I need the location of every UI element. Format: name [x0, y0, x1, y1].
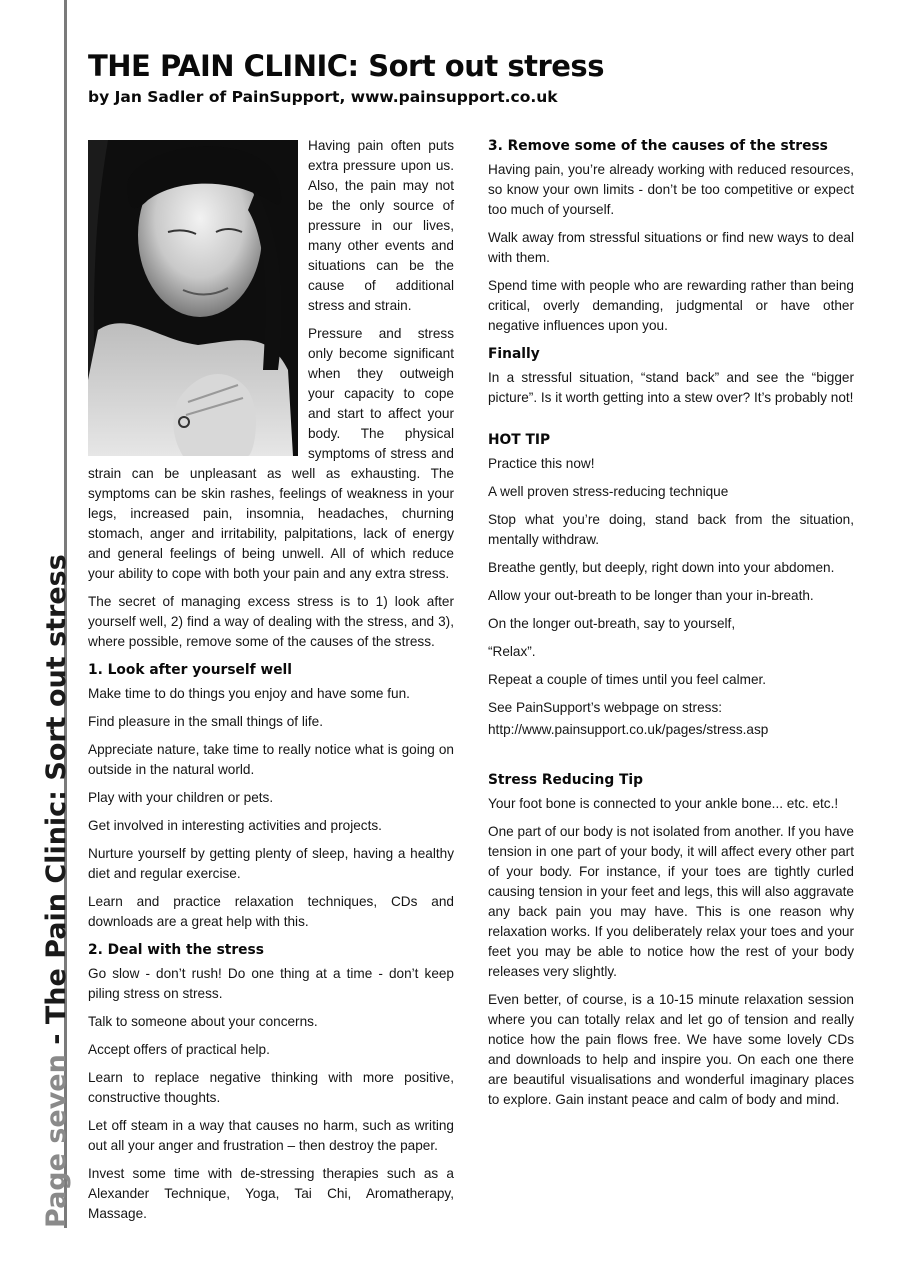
section-heading-look-after: 1. Look after yourself well	[88, 662, 293, 678]
stress-page-link[interactable]: http://www.painsupport.co.uk/pages/stress.asp	[488, 722, 769, 737]
list-item: Spend time with people who are rewarding rather than being critical, overly demanding, judgmental or have other negative influences upon you.	[488, 278, 854, 333]
list-item: Get involved in interesting activities and projects.	[88, 818, 382, 833]
list-item: Stop what you’re doing, stand back from the situation, mentally withdraw.	[488, 512, 854, 547]
list-item: Walk away from stressful situations or find new ways to deal with them.	[488, 230, 854, 265]
section-heading-hot-tip: HOT TIP	[488, 432, 551, 448]
page-number-label: Page seven	[41, 1054, 72, 1228]
list-item: Make time to do things you enjoy and have some fun.	[88, 686, 410, 701]
tip-paragraph: Your foot bone is connected to your ankle bone... etc. etc.!	[488, 796, 839, 811]
section-heading-deal-with-stress: 2. Deal with the stress	[88, 942, 264, 958]
byline: by Jan Sadler of PainSupport, www.painsupport.co.uk	[88, 88, 558, 106]
list-item: Accept offers of practical help.	[88, 1042, 270, 1057]
spacer	[488, 748, 854, 770]
list-item: “Relax”.	[488, 644, 536, 659]
right-column	[488, 136, 854, 1118]
spacer	[488, 416, 854, 430]
list-item: Practice this now!	[488, 456, 595, 471]
list-item: On the longer out-breath, say to yourself,	[488, 616, 736, 631]
list-item: Nurture yourself by getting plenty of sleep, having a healthy diet and regular exercise.	[88, 846, 454, 881]
section-heading-stress-tip: Stress Reducing Tip	[488, 772, 644, 788]
intro-paragraph: The secret of managing excess stress is to 1) look after yourself well, 2) find a way of dealing with the stress, and 3), where possible, remove some of the causes of the stress.	[88, 594, 454, 649]
woman-in-pain-photo	[88, 140, 298, 456]
see-also-text: See PainSupport’s webpage on stress:	[488, 700, 723, 715]
list-item: Having pain, you’re already working with reduced resources, so know your own limits - don’t be too competitive or expect too much of yourself.	[488, 162, 854, 217]
section-label: The Pain Clinic: Sort out stress	[41, 554, 72, 1025]
list-item: Find pleasure in the small things of life.	[88, 714, 323, 729]
intro-paragraph: Pressure and stress only become significant when they outweigh your capacity to cope and start to affect your body. The physical symptoms of stress and strain can be unpleasant as well as exhausting. The symptoms can be skin rashes, feelings of weakness in your legs, increased pain, insomnia, headaches, churning stomach, anger and irritability, palpitations, lack of energy and general feelings of being unwell. All of which reduce your ability to cope with both your pain and any extra stress.	[88, 326, 454, 581]
section-heading-finally: Finally	[488, 346, 540, 362]
tip-paragraph: One part of our body is not isolated from another. If you have tension in one part of your body, it will affect every other part of your body. For instance, if your toes are tightly curled causing tension in your feet and legs, this will also aggravate any back pain you may have. This is one reason why relaxation works. If you deliberately relax your toes and your feet you may be able to notice how the rest of your body releases very slightly.	[488, 824, 854, 979]
intro-paragraph: Having pain often puts extra pressure upon us. Also, the pain may not be the only source of pressure in our lives, many other events and situations can be the cause of additional stress and strain.	[308, 138, 454, 313]
list-item: Learn and practice relaxation techniques, CDs and downloads are a great help with this.	[88, 894, 454, 929]
finally-text: In a stressful situation, “stand back” and see the “bigger picture”. Is it worth getting into a stew over? It’s probably not!	[488, 370, 854, 405]
list-item: Invest some time with de-stressing therapies such as a Alexander Technique, Yoga, Tai Chi, Aromatherapy, Massage.	[88, 1166, 454, 1221]
list-item: Repeat a couple of times until you feel calmer.	[488, 672, 767, 687]
list-item: Talk to someone about your concerns.	[88, 1014, 318, 1029]
vertical-page-label	[42, 554, 72, 1228]
tip-paragraph: Even better, of course, is a 10-15 minute relaxation session where you can totally relax and let go of tension and really notice how the pain flows free. We have some lovely CDs and downloads to help and inspire you. On each one there are beautiful visualisations and wonderful imaginary places to explore. Gain instant peace and calm of body and mind.	[488, 992, 854, 1107]
list-item: Allow your out-breath to be longer than your in-breath.	[488, 588, 814, 603]
left-column	[88, 136, 454, 1232]
list-item: Play with your children or pets.	[88, 790, 274, 805]
list-item: A well proven stress-reducing technique	[488, 484, 729, 499]
list-item: Let off steam in a way that causes no harm, such as writing out all your anger and frustration – then destroy the paper.	[88, 1118, 454, 1153]
list-item: Go slow - don’t rush! Do one thing at a time - don’t keep piling stress on stress.	[88, 966, 454, 1001]
section-heading-remove-causes: 3. Remove some of the causes of the stress	[488, 138, 828, 154]
page-title: THE PAIN CLINIC: Sort out stress	[88, 49, 604, 83]
list-item: Learn to replace negative thinking with more positive, constructive thoughts.	[88, 1070, 454, 1105]
list-item: Appreciate nature, take time to really notice what is going on outside in the natural world.	[88, 742, 454, 777]
list-item: Breathe gently, but deeply, right down into your abdomen.	[488, 560, 835, 575]
label-separator: -	[41, 1024, 72, 1055]
